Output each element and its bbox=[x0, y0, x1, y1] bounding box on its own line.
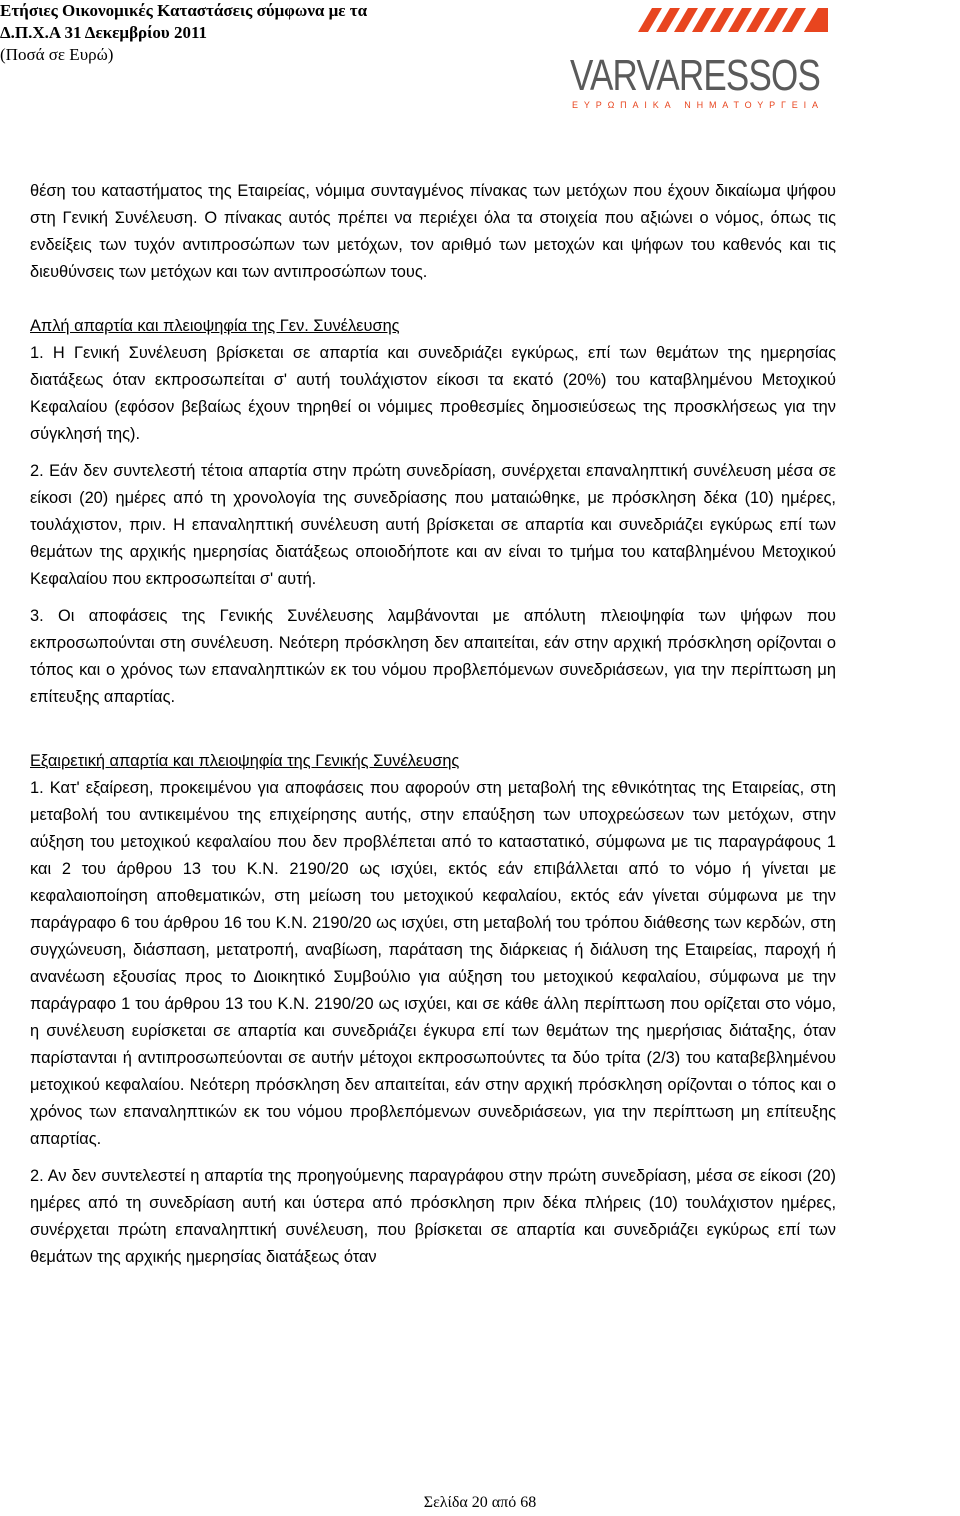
page-number: Σελίδα 20 από 68 bbox=[423, 1494, 537, 1511]
logo-wordmark: VARVARESSOS bbox=[570, 51, 820, 100]
header-title: Ετήσιες Οικονομικές Καταστάσεις σύμφωνα με τα bbox=[0, 1, 368, 20]
paragraph: 2. Αν δεν συντελεστεί η απαρτία της προηγούμενης παραγράφου στην πρώτη συνεδρίαση, μέσα σε είκοσι (20) ημέρες από τη συνεδρίαση αυτή και ύστερα από πρόσκληση πριν δέκα πλήρεις (10) τουλάχιστον ημέρες, συνέρχεται πρώτη επαναληπτική συνέλευση, που βρίσκεται σε απαρτία και συνεδριάζει εγκύρως επί των θεμάτων της αρχικής ημερησίας διατάξεως όταν bbox=[30, 1167, 836, 1266]
document-header bbox=[0, 0, 480, 66]
section-heading-simple-quorum: Απλή απαρτία και πλειοψηφία της Γεν. Συνέλευσης bbox=[30, 317, 400, 335]
section-heading-extraordinary-quorum: Εξαιρετική απαρτία και πλειοψηφία της Γενικής Συνέλευσης bbox=[30, 752, 460, 770]
paragraph: 1. Η Γενική Συνέλευση βρίσκεται σε απαρτία και συνεδριάζει εγκύρως, επί των θεμάτων της ημερησίας διατάξεως όταν εκπροσωπείται σ' αυτή τουλάχιστον είκοσι τα εκατό (20%) του καταβλημένου Μετοχικού Κεφαλαίου (εφόσον βεβαίως έχουν τηρηθεί οι νόμιμες προθεσμίες δημοσιεύσεως της προσκλήσεως για την σύγκλησή της). bbox=[30, 344, 836, 443]
logo-tagline: ΕΥΡΩΠΑΙΚΑ ΝΗΜΑΤΟΥΡΓΕΙΑ bbox=[572, 100, 818, 110]
paragraph: 2. Εάν δεν συντελεστή τέτοια απαρτία στην πρώτη συνεδρίαση, συνέρχεται επαναληπτική συνέλευση μέσα σε είκοσι (20) ημέρες από τη χρονολογία της συνεδρίασης που ματαιώθηκε, με πρόσκληση δέκα (10) ημέρες, τουλάχιστον, πριν. Η επαναληπτική συνέλευση αυτή βρίσκεται σε απαρτία και συνεδριάζει εγκύρως επί των θεμάτων της αρχικής ημερησίας διατάξεως οποιοδήποτε και αν είναι το τμήμα του καταβλημένου Μετοχικού Κεφαλαίου που εκπροσωπείται σ' αυτή. bbox=[30, 462, 836, 588]
company-logo bbox=[568, 8, 828, 114]
header-date: Δ.Π.Χ.Α 31 Δεκεμβρίου 2011 bbox=[0, 23, 208, 42]
paragraph: 3. Οι αποφάσεις της Γενικής Συνέλευσης λαμβάνονται με απόλυτη πλειοψηφία των ψήφων που εκπροσωπούνται στη συνέλευση. Νεότερη πρόσκληση δεν απαιτείται, εάν στην αρχική πρόσκληση ορίζονται ο τόπος και ο χρόνος των επαναληπτικών εκ του νόμου προβλεπόμενων συνεδριάσεων, για την περίπτωση μη επίτευξης απαρτίας. bbox=[30, 607, 836, 706]
logo-stripes-icon bbox=[638, 8, 828, 32]
document-body bbox=[30, 178, 836, 1271]
logo-graphic bbox=[568, 8, 828, 114]
header-currency-note: (Ποσά σε Ευρώ) bbox=[0, 45, 114, 64]
intro-paragraph: θέση του καταστήματος της Εταιρείας, νόμιμα συνταγμένος πίνακας των μετόχων που έχουν δικαίωμα ψήφου στη Γενική Συνέλευση. Ο πίνακας αυτός πρέπει να περιέχει όλα τα στοιχεία που αξιώνει ο νόμος, όπως τις ενδείξεις των τυχόν αντιπροσώπων των μετόχων, τον αριθμό των μετοχών και ψήφων του καθενός και τις διευθύνσεις των μετόχων και των αντιπροσώπων τους. bbox=[30, 182, 836, 281]
paragraph: 1. Κατ' εξαίρεση, προκειμένου για αποφάσεις που αφορούν στη μεταβολή της εθνικότητας της Εταιρείας, στη μεταβολή του αντικειμένου της επιχείρησης αυτής, στην επαύξηση των υποχρεώσεων των μετόχων, στην αύξηση του μετοχικού κεφαλαίου που δεν προβλέπεται από το καταστατικό, σύμφωνα με τις παραγράφους 1 και 2 του άρθρου 13 του Κ.Ν. 2190/20 ως ισχύει, εκτός εάν επιβάλλεται από το νόμο ή γίνεται με κεφαλαιοποίηση αποθεματικών, στη μείωση του μετοχικού κεφαλαίου, εκτός εάν γίνεται σύμφωνα με την παράγραφο 6 του άρθρου 16 του Κ.Ν. 2190/20 ως ισχύει, στη μεταβολή του τρόπου διάθεσης των κερδών, στη συγχώνευση, διάσπαση, μετατροπή, αναβίωση, παράταση της διάρκειας ή διάλυση της Εταιρείας, παροχή ή ανανέωση εξουσίας προς το Διοικητικό Συμβούλιο για αύξηση του μετοχικού κεφαλαίου, σύμφωνα με την παράγραφο 1 του άρθρου 13 του Κ.Ν. 2190/20 ως ισχύει, και σε κάθε άλλη περίπτωση που ορίζεται στο νόμο, η συνέλευση ευρίσκεται σε απαρτία και συνεδριάζει έγκυρα επί των θεμάτων της ημερήσιας διάταξης, όταν παρίστανται ή αντιπροσωπεύονται σε αυτήν μέτοχοι εκπροσωπούντες τα δύο τρίτα (2/3) του καταβεβλημένου μετοχικού κεφαλαίου. Νεότερη πρόσκληση δεν απαιτείται, εάν στην αρχική πρόσκληση ορίζονται ο τόπος και ο χρόνος των επαναληπτικών εκ του νόμου προβλεπόμενων συνεδριάσεων, για την περίπτωση μη επίτευξης απαρτίας. bbox=[30, 779, 836, 1148]
